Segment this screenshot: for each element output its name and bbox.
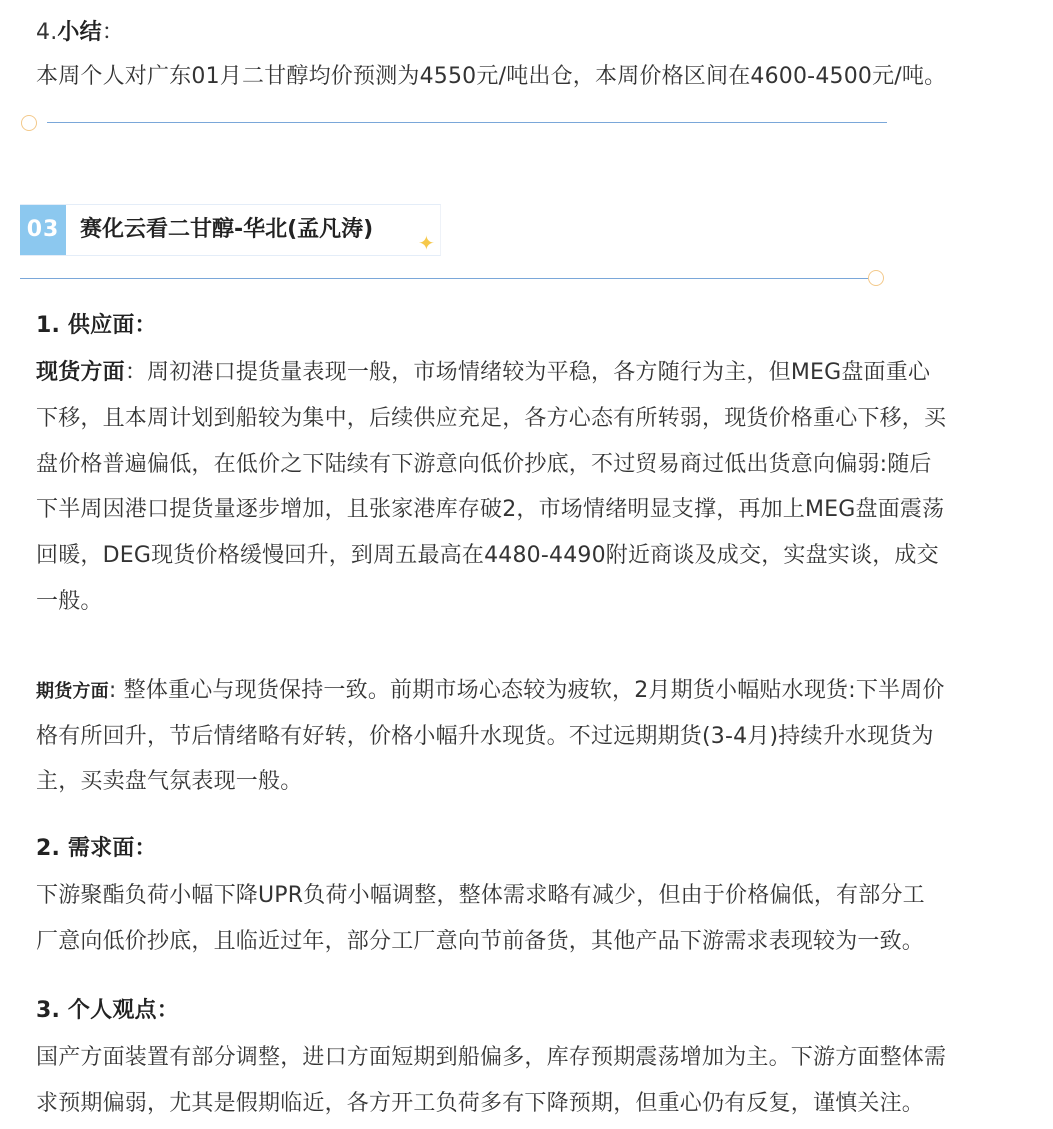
spot-paragraph-line: 下半周因港口提货量逐步增加，且张家港库存破2，市场情绪明显支撑，再加上MEG盘面震荡 — [36, 497, 945, 522]
spot-paragraph-line: 下移，且本周计划到船较为集中，后续供应充足，各方心态有所转弱，现货价格重心下移，买 — [36, 406, 947, 431]
section-number-badge: 03 — [20, 205, 66, 255]
demand-paragraph-line: 厂意向低价抄底，且临近过年，部分工厂意向节前备货，其他产品下游需求表现较为一致。 — [36, 929, 925, 954]
futures-paragraph-line — [36, 676, 945, 707]
section-title-bar — [20, 204, 441, 256]
summary-heading-colon: ： — [101, 20, 124, 45]
summary-heading — [36, 18, 124, 48]
spot-paragraph-line: 一般。 — [36, 589, 103, 614]
opinion-heading: 3. 个人观点： — [36, 998, 179, 1023]
futures-label: 期货方面 — [36, 681, 109, 702]
divider-line — [47, 122, 887, 123]
opinion-paragraph-line: 求预期偏弱，尤其是假期临近，各方开工负荷多有下降预期，但重心仍有反复，谨慎关注。 — [36, 1091, 925, 1116]
divider-ring-icon — [868, 270, 884, 286]
divider-ring-icon — [21, 115, 37, 131]
spot-line-text: ：周初港口提货量表现一般，市场情绪较为平稳，各方随行为主，但MEG盘面重心 — [124, 360, 931, 385]
demand-paragraph-line: 下游聚酯负荷小幅下降UPR负荷小幅调整，整体需求略有减少，但由于价格偏低，有部分工 — [36, 883, 925, 908]
summary-heading-label: 小结 — [57, 20, 102, 45]
sparkle-icon: ✦ — [418, 231, 435, 255]
spot-paragraph-line — [36, 358, 930, 388]
summary-heading-number: 4. — [36, 20, 58, 45]
futures-line-text: : 整体重心与现货保持一致。前期市场心态较为疲软，2月期货小幅贴水现货:下半周价 — [108, 678, 945, 703]
spot-label: 现货方面 — [36, 360, 125, 385]
opinion-paragraph-line: 国产方面装置有部分调整，进口方面短期到船偏多，库存预期震荡增加为主。下游方面整体需 — [36, 1045, 947, 1070]
supply-heading: 1. 供应面： — [36, 313, 157, 338]
futures-paragraph-line: 主，买卖盘气氛表现一般。 — [36, 769, 303, 794]
divider-line — [20, 278, 868, 279]
futures-paragraph-line: 格有所回升，节后情绪略有好转，价格小幅升水现货。不过远期期货(3-4月)持续升水现货为 — [36, 724, 934, 749]
spot-paragraph-line: 回暖，DEG现货价格缓慢回升，到周五最高在4480-4490附近商谈及成交，实盘实谈，成交 — [36, 543, 939, 568]
section-title: 赛化云看二甘醇-华北(孟凡涛) — [80, 217, 374, 242]
demand-heading: 2. 需求面： — [36, 836, 157, 861]
summary-text: 本周个人对广东01月二甘醇均价预测为4550元/吨出仓，本周价格区间在4600-4500元/吨。 — [36, 64, 947, 89]
spot-paragraph-line: 盘价格普遍偏低，在低价之下陆续有下游意向低价抄底，不过贸易商过低出货意向偏弱:随后 — [36, 452, 932, 477]
